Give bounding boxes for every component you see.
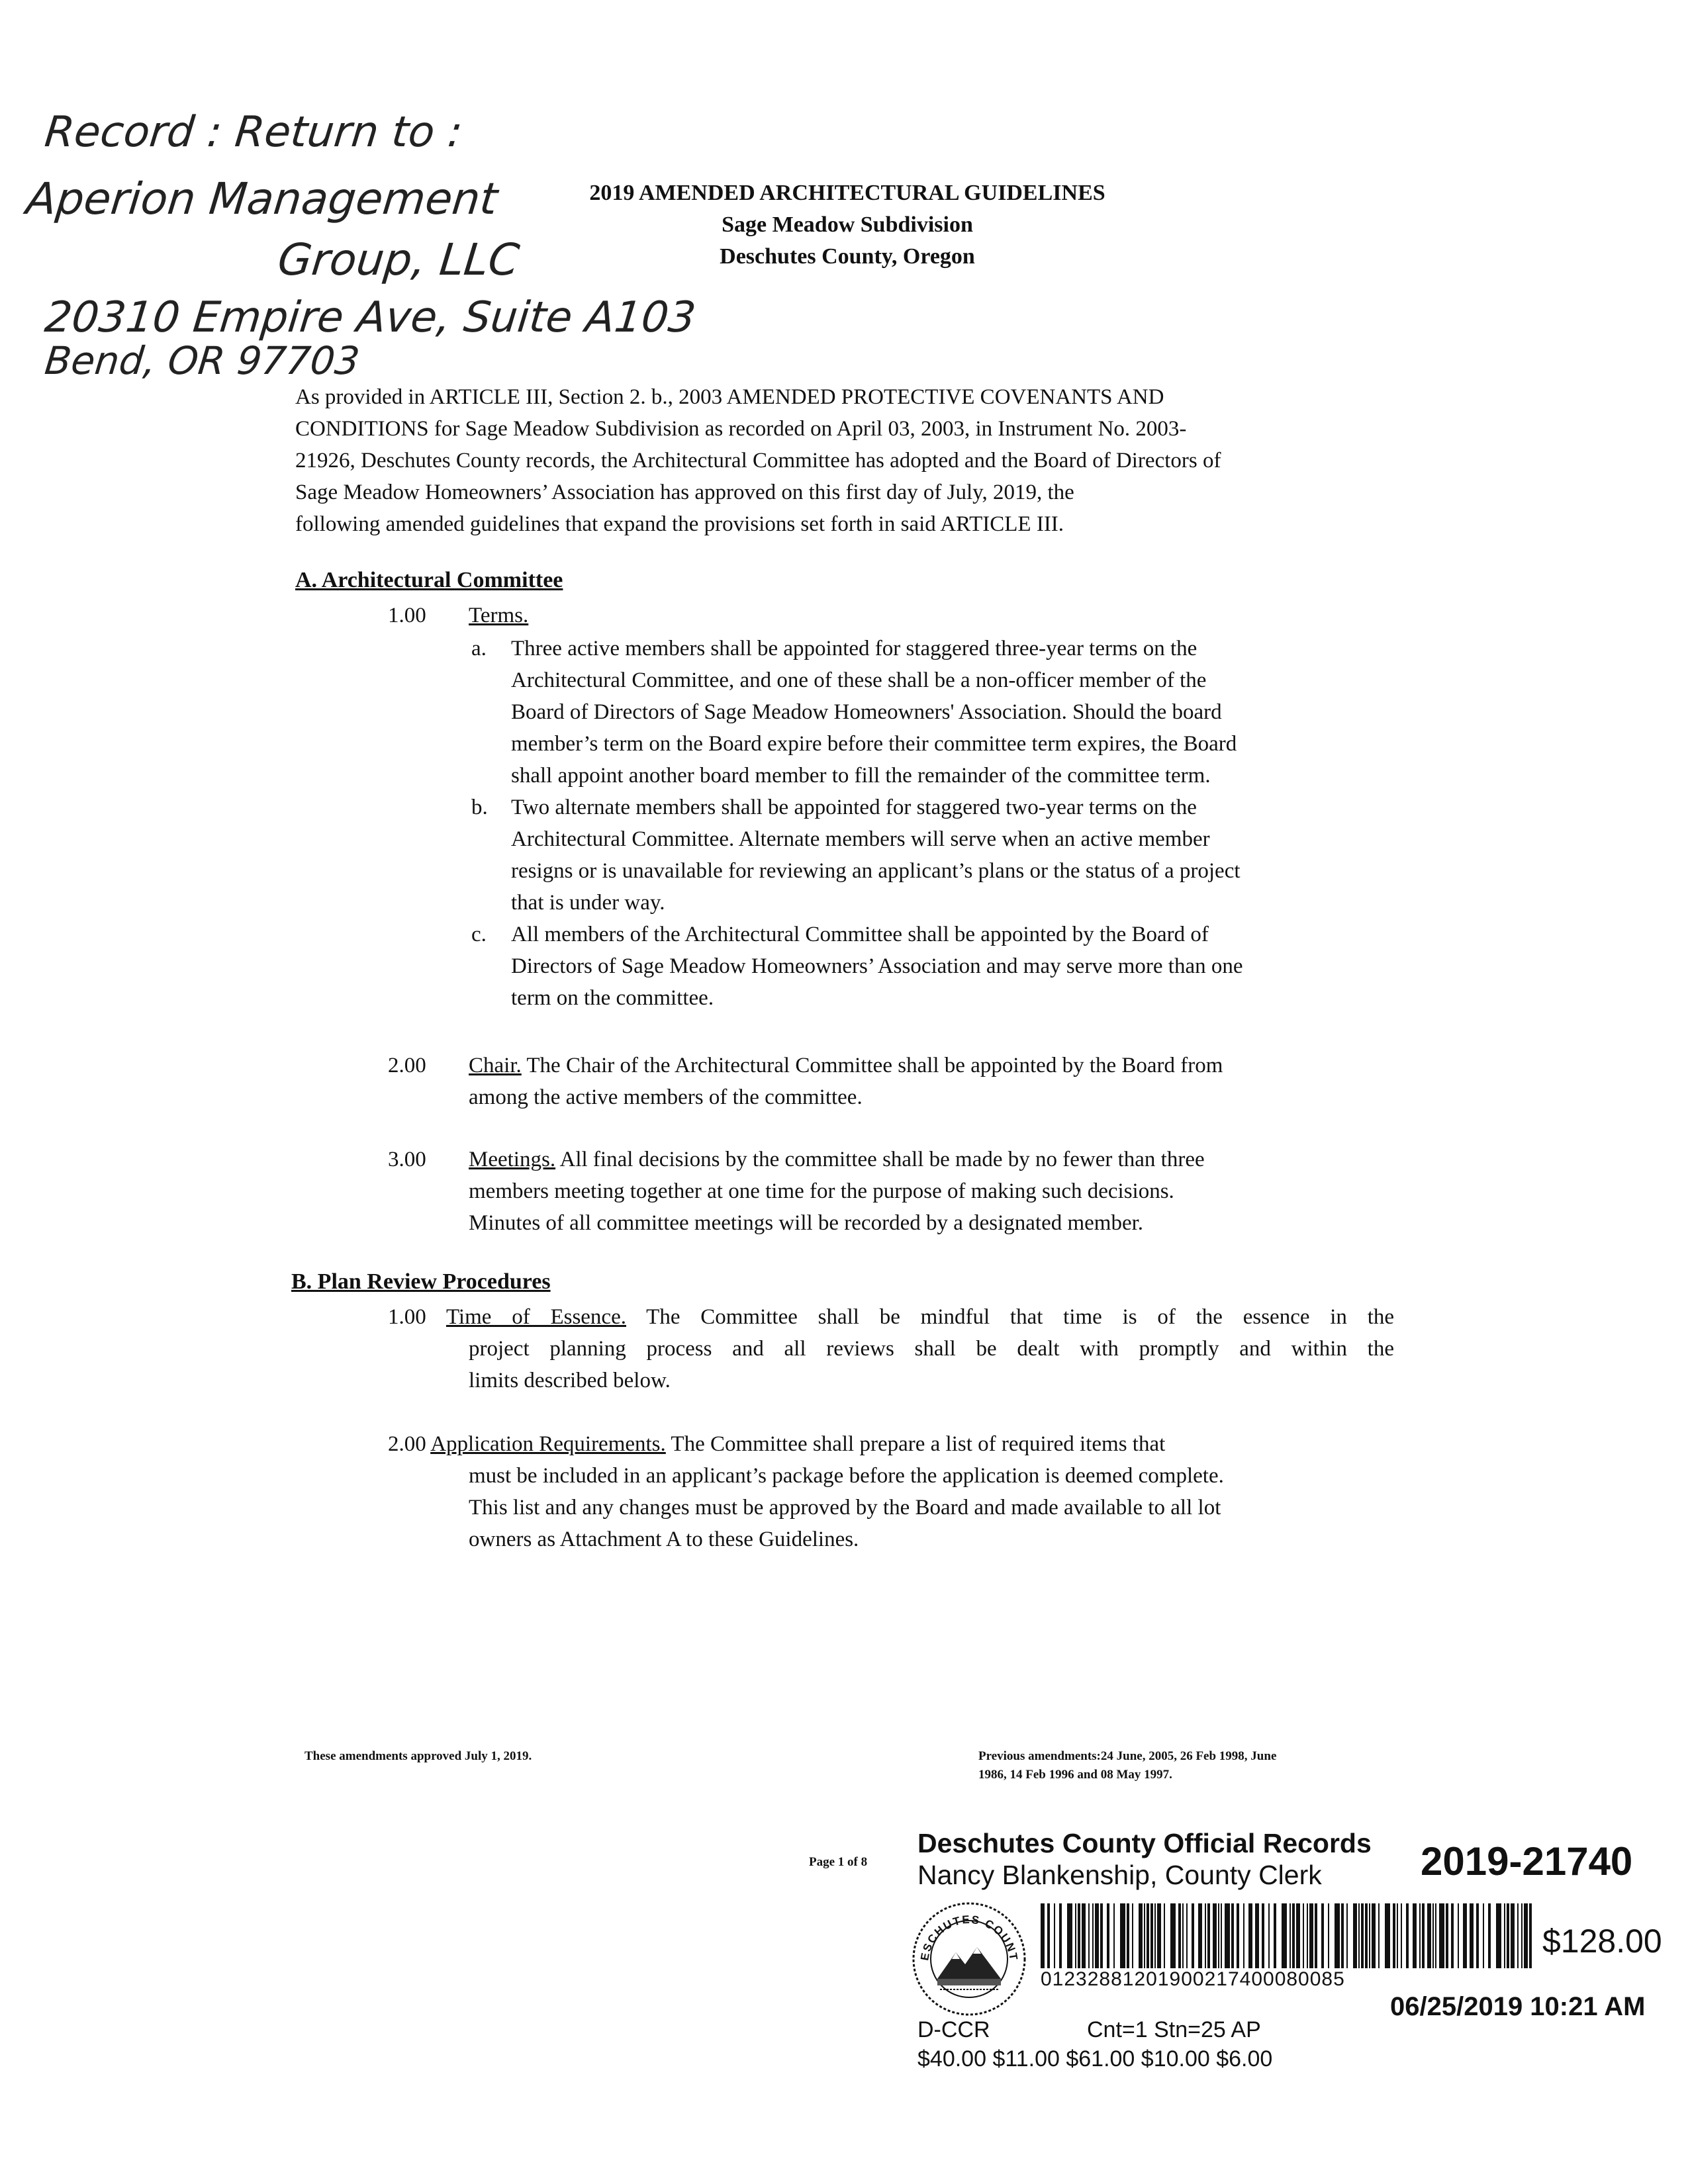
seal-text: ESCHUTES COUNT (918, 1913, 1020, 1962)
item1-a-line: Architectural Committee, and one of these shall be a non-officer member of the (511, 668, 1207, 692)
svg-text:DESCHUTES COUNTY (911, 1901, 1020, 1962)
document-number: 2019-21740 (1421, 1839, 1633, 1884)
item1-c-letter: c. (471, 923, 487, 946)
barcode-bar (1439, 1903, 1444, 1968)
handwritten-street: 20310 Empire Ave, Suite A103 (42, 293, 698, 342)
b-item1-line: The Committee shall be mindful that time is of the essence in the (626, 1305, 1395, 1329)
item1-b-text (511, 792, 1372, 919)
b-item2-number: 2.00 (388, 1432, 426, 1456)
item1-a-line: Three active members shall be appointed for staggered three-year terms on the (511, 637, 1197, 660)
barcode-bar (1067, 1903, 1072, 1968)
item2-line: The Chair of the Architectural Committee shall be appointed by the Board from (521, 1054, 1223, 1077)
b-item2-label: Application Requirements. (430, 1432, 666, 1456)
intro-line: Sage Meadow Homeowners’ Association has approved on this first day of July, 2019, the (295, 480, 1074, 504)
b-item1-line: project planning process and all reviews shall be dealt with promptly and within the (469, 1337, 1394, 1361)
barcode-gap (1133, 1903, 1139, 1968)
barcode-bar (1496, 1903, 1501, 1968)
handwritten-company-suffix: Group, LLC (275, 234, 522, 285)
county-seal (911, 1901, 1027, 2017)
barcode-gap (1380, 1903, 1385, 1968)
item3-line: Minutes of all committee meetings will be recorded by a designated member. (469, 1211, 1144, 1235)
approval-note: These amendments approved July 1, 2019. (305, 1749, 532, 1763)
barcode-gap (1329, 1903, 1335, 1968)
item3-line: members meeting together at one time for the purpose of making such decisions. (469, 1179, 1174, 1203)
intro-line: following amended guidelines that expand the provisions set forth in said ARTICLE III. (295, 512, 1064, 536)
section-b-item2 (388, 1428, 1394, 1460)
barcode-bar (1335, 1903, 1340, 1968)
barcode-bar (1170, 1903, 1176, 1968)
item1-b-line: resigns or is unavailable for reviewing an applicant’s plans or the status of a project (511, 859, 1241, 883)
intro-paragraph (295, 381, 1394, 540)
item1-c-text (511, 919, 1372, 1014)
barcode-number: 01232881201900217400080085 (1041, 1968, 1345, 1990)
previous-amendments-line: Previous amendments:24 June, 2005, 26 Feb 1998, June (978, 1749, 1277, 1763)
intro-line: CONDITIONS for Sage Meadow Subdivision as recorded on April 03, 2003, in Instrument No. 2003- (295, 417, 1187, 441)
b-item1-line: limits described below. (469, 1369, 671, 1392)
county-seal-icon (911, 1901, 1027, 2017)
previous-amendments-line: 1986, 14 Feb 1996 and 08 May 1997. (978, 1768, 1172, 1782)
section-a-item2-text (469, 1050, 1395, 1113)
document-subtitle-subdivision: Sage Meadow Subdivision (722, 212, 973, 237)
recording-fee: $128.00 (1542, 1923, 1662, 1960)
item1-b-line: Architectural Committee. Alternate members will serve when an active member (511, 827, 1210, 851)
section-a-item1-label: Terms. (469, 604, 529, 627)
section-b-item2-continuation (469, 1460, 1395, 1555)
section-a-item3-number: 3.00 (388, 1148, 426, 1171)
barcode-gap (1491, 1903, 1496, 1968)
item2-label: Chair. (469, 1054, 522, 1077)
handwritten-return-to: Record : Return to : (42, 108, 465, 157)
item1-a-line: Board of Directors of Sage Meadow Homeowners' Association. Should the board (511, 700, 1222, 724)
barcode-bar (1120, 1903, 1125, 1968)
section-a-item2-number: 2.00 (388, 1054, 426, 1077)
section-a-item1-number: 1.00 (388, 604, 426, 627)
b-item2-line: The Committee shall prepare a list of required items that (665, 1432, 1166, 1456)
barcode-gap (1348, 1903, 1353, 1968)
barcode-gap (1532, 1903, 1536, 1968)
item1-a-line: shall appoint another board member to fill the remainder of the committee term. (511, 764, 1211, 788)
item3-line: All final decisions by the committee shall be made by no fewer than three (555, 1148, 1205, 1171)
intro-line: As provided in ARTICLE III, Section 2. b., 2003 AMENDED PROTECTIVE COVENANTS AND (295, 385, 1164, 409)
item1-b-line: Two alternate members shall be appointed for staggered two-year terms on the (511, 796, 1197, 819)
recording-counts: Cnt=1 Stn=25 AP (1087, 2017, 1261, 2042)
recording-office: Deschutes County Official Records (917, 1828, 1372, 1858)
item1-a-line: member’s term on the Board expire before their committee term expires, the Board (511, 732, 1237, 756)
b-item1-number: 1.00 (388, 1305, 426, 1329)
b-item1-label: Time of Essence. (445, 1305, 626, 1329)
document-subtitle-county: Deschutes County, Oregon (720, 244, 975, 269)
section-b-item1 (388, 1301, 1394, 1333)
barcode-bar (1282, 1903, 1287, 1968)
barcode-gap (1115, 1903, 1120, 1968)
item1-b-line: that is under way. (511, 891, 665, 915)
barcode-gap (1062, 1903, 1067, 1968)
page-number: Page 1 of 8 (809, 1855, 868, 1869)
item3-label: Meetings. (469, 1148, 556, 1171)
document-title: 2019 AMENDED ARCHITECTURAL GUIDELINES (589, 181, 1105, 205)
county-clerk: Nancy Blankenship, County Clerk (917, 1860, 1322, 1890)
recording-code: D-CCR (917, 2017, 990, 2042)
item1-a-text (511, 633, 1372, 664)
handwritten-city: Bend, OR 97703 (42, 338, 362, 383)
handwritten-company: Aperion Management (24, 173, 500, 224)
section-b-item1-continuation (469, 1333, 1394, 1396)
barcode-bar (1385, 1903, 1390, 1968)
barcode-bar (1225, 1903, 1230, 1968)
intro-line: 21926, Deschutes County records, the Architectural Committee has adopted and the Board of Directors of (295, 449, 1221, 473)
record-barcode (1041, 1903, 1541, 1968)
item1-c-line: Directors of Sage Meadow Homeowners’ Association and may serve more than one (511, 954, 1243, 978)
recording-fees-breakdown: $40.00 $11.00 $61.00 $10.00 $6.00 (917, 2046, 1273, 2071)
section-a-heading: A. Architectural Committee (295, 568, 563, 592)
item1-a-continuation (511, 664, 1372, 792)
recording-datetime: 06/25/2019 10:21 AM (1390, 1992, 1646, 2021)
b-item2-line: This list and any changes must be approved by the Board and made available to all lot (469, 1496, 1221, 1520)
section-a-item3-text (469, 1144, 1395, 1239)
item1-b-letter: b. (471, 796, 488, 819)
barcode-gap (1276, 1903, 1282, 1968)
item1-c-line: All members of the Architectural Committee shall be appointed by the Board of (511, 923, 1209, 946)
section-b-heading: B. Plan Review Procedures (291, 1269, 551, 1294)
previous-amendments-note (978, 1747, 1389, 1784)
item2-line: among the active members of the committee. (469, 1085, 863, 1109)
b-item2-line: must be included in an applicant’s package before the application is deemed complete. (469, 1464, 1224, 1488)
barcode-gap (1165, 1903, 1170, 1968)
item1-c-line: term on the committee. (511, 986, 714, 1010)
item1-a-letter: a. (471, 637, 487, 660)
b-item2-line: owners as Attachment A to these Guidelines. (469, 1527, 859, 1551)
